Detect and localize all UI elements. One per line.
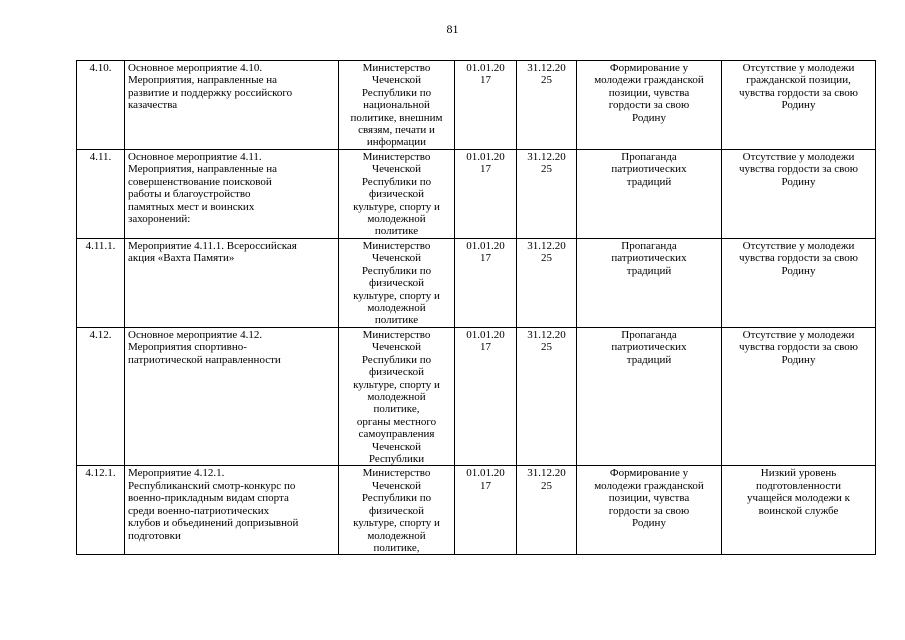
activity-number-cell: 4.11.1. bbox=[77, 239, 125, 328]
cell-text-line: Чеченской bbox=[371, 479, 422, 492]
cell-text-line: 31.12.20 bbox=[527, 240, 566, 252]
expected-result-cell bbox=[577, 328, 722, 466]
cell-text-line: 31.12.20 bbox=[527, 151, 566, 163]
executor-cell bbox=[339, 466, 455, 555]
cell-text-line: связям, печати и bbox=[358, 124, 435, 137]
cell-text-line: молодежной bbox=[367, 302, 426, 315]
cell-text-line: казачества bbox=[128, 99, 178, 112]
cell-text-line: политике, bbox=[373, 403, 420, 416]
cell-text-line: клубов и объединений допризывной bbox=[128, 517, 299, 530]
consequence-cell bbox=[722, 150, 876, 239]
cell-text-line: подготовки bbox=[128, 529, 181, 542]
cell-text-line: работы и благоустройство bbox=[128, 188, 251, 201]
cell-text-line: 31.12.20 bbox=[527, 329, 566, 341]
executor-cell bbox=[339, 328, 455, 466]
cell-text-line: физической bbox=[369, 504, 424, 517]
start-date-cell bbox=[455, 239, 517, 328]
cell-text-line: молодежной bbox=[367, 529, 426, 542]
cell-text-line: 25 bbox=[541, 74, 552, 87]
cell-text-line: Родину bbox=[781, 99, 816, 112]
cell-text-line: традиций bbox=[626, 264, 672, 277]
cell-text-line: Родину bbox=[781, 353, 816, 366]
cell-text-line: традиций bbox=[626, 175, 672, 188]
cell-text-line: развитие и поддержку российского bbox=[128, 86, 293, 99]
cell-text-line: Основное мероприятие 4.11. bbox=[128, 151, 262, 163]
cell-text-line: Пропаганда bbox=[621, 329, 677, 341]
activity-name-cell bbox=[125, 150, 339, 239]
cell-text-line: Республики по bbox=[361, 86, 432, 99]
cell-text-line: физической bbox=[369, 366, 424, 379]
cell-text-line: захоронений: bbox=[128, 213, 191, 226]
activity-number-cell: 4.12. bbox=[77, 328, 125, 466]
consequence-cell bbox=[722, 466, 876, 555]
cell-text-line: Чеченской bbox=[371, 74, 422, 87]
end-date-cell bbox=[517, 61, 577, 150]
cell-text-line: Формирование у bbox=[609, 62, 689, 74]
cell-text-line: Отсутствие у молодежи bbox=[742, 329, 855, 341]
cell-text-line: Родину bbox=[781, 175, 816, 188]
cell-text-line: 01.01.20 bbox=[466, 467, 505, 480]
activity-name-cell bbox=[125, 61, 339, 150]
cell-text-line: военно-прикладным видам спорта bbox=[128, 492, 289, 505]
page-number: 81 bbox=[446, 22, 459, 36]
consequence-cell bbox=[722, 239, 876, 328]
executor-cell bbox=[339, 61, 455, 150]
expected-result-cell bbox=[577, 239, 722, 328]
start-date-cell bbox=[455, 150, 517, 239]
cell-text-line: политике, bbox=[373, 541, 420, 554]
cell-text-line: 01.01.20 bbox=[466, 151, 505, 163]
activity-number-cell: 4.10. bbox=[77, 61, 125, 150]
cell-text-line: традиций bbox=[626, 353, 672, 366]
cell-text-line: 17 bbox=[480, 74, 491, 87]
cell-text-line: самоуправления bbox=[358, 428, 435, 441]
cell-text-line: 25 bbox=[541, 163, 552, 176]
cell-text-line: патриотических bbox=[611, 163, 687, 176]
cell-text-line: 31.12.20 bbox=[527, 467, 566, 480]
cell-text-line: Чеченской bbox=[371, 440, 422, 453]
cell-text-line: Мероприятие 4.12.1. bbox=[128, 467, 225, 480]
cell-text-line: Министерство bbox=[362, 151, 431, 163]
start-date-cell bbox=[455, 328, 517, 466]
cell-text-line: Республиканский смотр-конкурс по bbox=[128, 479, 296, 492]
cell-text-line: патриотических bbox=[611, 341, 687, 354]
cell-text-line: молодежной bbox=[367, 213, 426, 226]
activity-name-cell bbox=[125, 328, 339, 466]
cell-text-line: Отсутствие у молодежи bbox=[742, 151, 855, 163]
cell-text-line: Республики bbox=[368, 453, 425, 466]
table-body bbox=[77, 61, 876, 555]
cell-text-line: Мероприятия, направленные на bbox=[128, 74, 277, 87]
table-row bbox=[77, 328, 876, 466]
cell-text-line: молодежной bbox=[367, 391, 426, 404]
cell-text-line: учащейся молодежи к bbox=[747, 492, 850, 505]
executor-cell bbox=[339, 150, 455, 239]
expected-result-cell bbox=[577, 61, 722, 150]
start-date-cell bbox=[455, 61, 517, 150]
activity-name-cell bbox=[125, 239, 339, 328]
cell-text-line: 25 bbox=[541, 479, 552, 492]
cell-text-line: культуре, спорту и bbox=[353, 517, 440, 530]
cell-text-line: Чеченской bbox=[371, 252, 422, 265]
cell-text-line: Отсутствие у молодежи bbox=[742, 62, 855, 74]
cell-text-line: патриотических bbox=[611, 252, 687, 265]
cell-text-line: гордости за свою bbox=[608, 99, 690, 112]
cell-text-line: подготовленности bbox=[756, 479, 841, 492]
activity-number-cell: 4.12.1. bbox=[77, 466, 125, 555]
expected-result-cell bbox=[577, 150, 722, 239]
cell-text-line: Мероприятия, направленные на bbox=[128, 163, 277, 176]
cell-text-line: культуре, спорту и bbox=[353, 378, 440, 391]
cell-text-line: совершенствование поисковой bbox=[128, 175, 272, 188]
table-row bbox=[77, 239, 876, 328]
cell-text-line: 17 bbox=[480, 479, 491, 492]
cell-text-line: молодежи гражданской bbox=[594, 74, 704, 87]
activity-name-cell bbox=[125, 466, 339, 555]
cell-text-line: Родину bbox=[632, 517, 666, 530]
consequence-cell bbox=[722, 328, 876, 466]
cell-text-line: культуре, спорту и bbox=[353, 289, 440, 302]
end-date-cell bbox=[517, 466, 577, 555]
cell-text-line: Основное мероприятие 4.12. bbox=[128, 329, 263, 341]
expected-result-cell bbox=[577, 466, 722, 555]
cell-text-line: национальной bbox=[363, 99, 430, 112]
end-date-cell bbox=[517, 328, 577, 466]
cell-text-line: Министерство bbox=[362, 62, 431, 74]
cell-text-line: культуре, спорту и bbox=[353, 200, 440, 213]
cell-text-line: 25 bbox=[541, 252, 552, 265]
cell-text-line: Родину bbox=[781, 264, 816, 277]
cell-text-line: 17 bbox=[480, 341, 491, 354]
cell-text-line: Родину bbox=[632, 111, 666, 124]
cell-text-line: физической bbox=[369, 188, 424, 201]
cell-text-line: акция «Вахта Памяти» bbox=[128, 252, 235, 265]
cell-text-line: Республики по bbox=[361, 492, 432, 505]
consequence-cell bbox=[722, 61, 876, 150]
cell-text-line: среди военно-патриотических bbox=[128, 504, 270, 517]
cell-text-line: Формирование у bbox=[609, 467, 689, 480]
cell-text-line: Пропаганда bbox=[621, 151, 677, 163]
start-date-cell bbox=[455, 466, 517, 555]
cell-text-line: Министерство bbox=[362, 329, 431, 341]
cell-text-line: позиции, чувства bbox=[608, 492, 690, 505]
cell-text-line: позиции, чувства bbox=[608, 86, 690, 99]
cell-text-line: физической bbox=[369, 277, 424, 290]
cell-text-line: Отсутствие у молодежи bbox=[742, 240, 855, 252]
cell-text-line: Министерство bbox=[362, 467, 431, 480]
table-row bbox=[77, 61, 876, 150]
cell-text-line: 17 bbox=[480, 163, 491, 176]
cell-text-line: Мероприятие 4.11.1. Всероссийская bbox=[128, 240, 297, 252]
cell-text-line: органы местного bbox=[356, 415, 437, 428]
cell-text-line: Республики по bbox=[361, 175, 432, 188]
cell-text-line: Мероприятия спортивно- bbox=[128, 341, 247, 354]
executor-cell bbox=[339, 239, 455, 328]
end-date-cell bbox=[517, 150, 577, 239]
cell-text-line: 31.12.20 bbox=[527, 62, 566, 74]
cell-text-line: Низкий уровень bbox=[760, 467, 837, 480]
cell-text-line: гордости за свою bbox=[608, 504, 690, 517]
cell-text-line: Чеченской bbox=[371, 341, 422, 354]
cell-text-line: чувства гордости за свою bbox=[738, 86, 859, 99]
cell-text-line: чувства гордости за свою bbox=[738, 163, 859, 176]
cell-text-line: воинской службе bbox=[758, 504, 839, 517]
cell-text-line: Республики по bbox=[361, 353, 432, 366]
cell-text-line: чувства гордости за свою bbox=[738, 341, 859, 354]
table-row bbox=[77, 150, 876, 239]
end-date-cell bbox=[517, 239, 577, 328]
activities-table bbox=[76, 60, 876, 555]
cell-text-line: 01.01.20 bbox=[466, 240, 505, 252]
cell-text-line: патриотической направленности bbox=[128, 353, 281, 366]
cell-text-line: информации bbox=[366, 136, 427, 149]
cell-text-line: 25 bbox=[541, 341, 552, 354]
cell-text-line: Чеченской bbox=[371, 163, 422, 176]
cell-text-line: политике bbox=[374, 314, 419, 327]
cell-text-line: чувства гордости за свою bbox=[738, 252, 859, 265]
cell-text-line: гражданской позиции, bbox=[746, 74, 851, 87]
activity-number-cell: 4.11. bbox=[77, 150, 125, 239]
cell-text-line: памятных мест и воинских bbox=[128, 200, 255, 213]
cell-text-line: Республики по bbox=[361, 264, 432, 277]
cell-text-line: 17 bbox=[480, 252, 491, 265]
cell-text-line: 01.01.20 bbox=[466, 329, 505, 341]
cell-text-line: политике bbox=[374, 225, 419, 238]
cell-text-line: молодежи гражданской bbox=[594, 479, 704, 492]
cell-text-line: Министерство bbox=[362, 240, 431, 252]
cell-text-line: Основное мероприятие 4.10. bbox=[128, 62, 263, 74]
cell-text-line: Пропаганда bbox=[621, 240, 677, 252]
table-row bbox=[77, 466, 876, 555]
cell-text-line: политике, внешним bbox=[350, 111, 443, 124]
cell-text-line: 01.01.20 bbox=[466, 62, 505, 74]
